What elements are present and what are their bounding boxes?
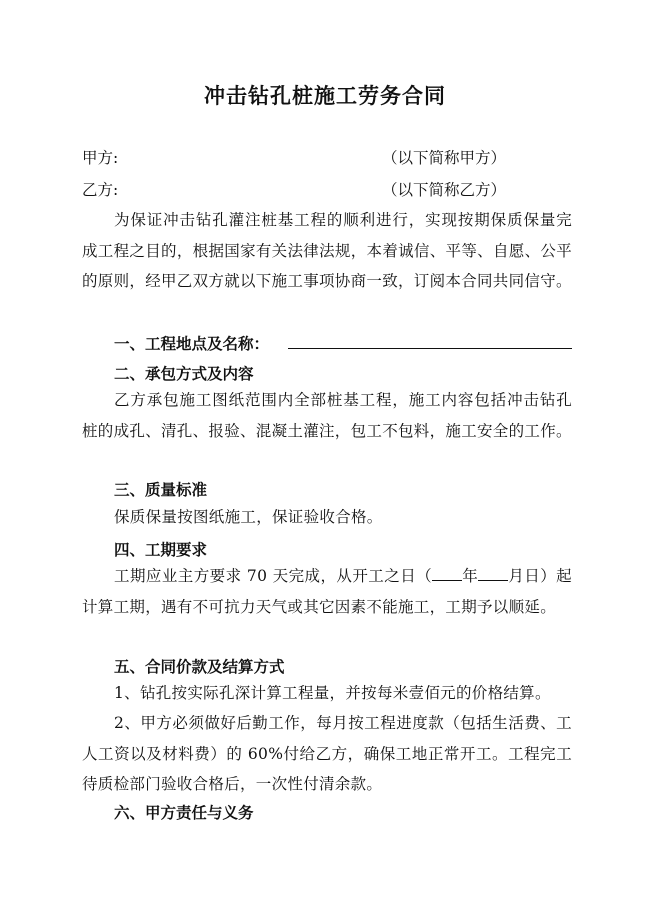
party-a-line (82, 146, 572, 170)
party-a-note: （以下简称甲方） (382, 149, 507, 167)
intro-paragraph: 为保证冲击钻孔灌注桩基工程的顺利进行，实现按期保质保量完成工程之目的，根据国家有关法律法规，本着诚信、平等、自愿、公平的原则，经甲乙双方就以下施工事项协商一致，订阅本合同共同信守。 (82, 211, 572, 290)
section-4-heading: 四、工期要求 (114, 541, 208, 559)
section-5-item-2: 2、甲方必须做好后勤工作，每月按工程进度款（包括生活费、工人工资以及材料费）的 60%付给乙方，确保工地正常开工。工程完工待质检部门验收合格后，一次性付清余款。 (82, 714, 572, 793)
document-title: 冲击钻孔桩施工劳务合同 (204, 84, 446, 108)
party-b-label: 乙方: (82, 181, 119, 199)
month-blank (478, 566, 508, 581)
section-3-heading: 三、质量标准 (114, 481, 208, 499)
section-1-heading: 一、工程地点及名称： (114, 335, 270, 353)
party-b-note: （以下简称乙方） (382, 181, 507, 199)
section-2-heading: 二、承包方式及内容 (114, 365, 254, 383)
party-a-label: 甲方: (82, 149, 119, 167)
section-5-heading: 五、合同价款及结算方式 (114, 658, 285, 676)
section-6-heading: 六、甲方责任与义务 (114, 804, 254, 822)
section-5-item-1: 1、钻孔按实际孔深计算工程量，并按每米壹佰元的价格结算。 (114, 684, 551, 702)
section-4-text (82, 561, 572, 622)
section-4-text-b: 日）起计算工期，遇有不可抗力天气或其它因素不能施工，工期予以顺延。 (82, 567, 572, 616)
year-blank (432, 566, 462, 581)
year-label: 年 (462, 567, 479, 585)
section-2-text: 乙方承包施工图纸范围内全部桩基工程，施工内容包括冲击钻孔桩的成孔、清孔、报验、混凝土灌注，包工不包料，施工安全的工作。 (82, 391, 572, 440)
section-4-text-a: 工期应业主方要求 70 天完成，从开工之日（ (114, 567, 433, 585)
party-b-line (82, 178, 572, 202)
project-name-blank (288, 347, 572, 349)
month-label: 月 (508, 567, 525, 585)
section-3-text: 保质保量按图纸施工，保证验收合格。 (114, 508, 383, 526)
